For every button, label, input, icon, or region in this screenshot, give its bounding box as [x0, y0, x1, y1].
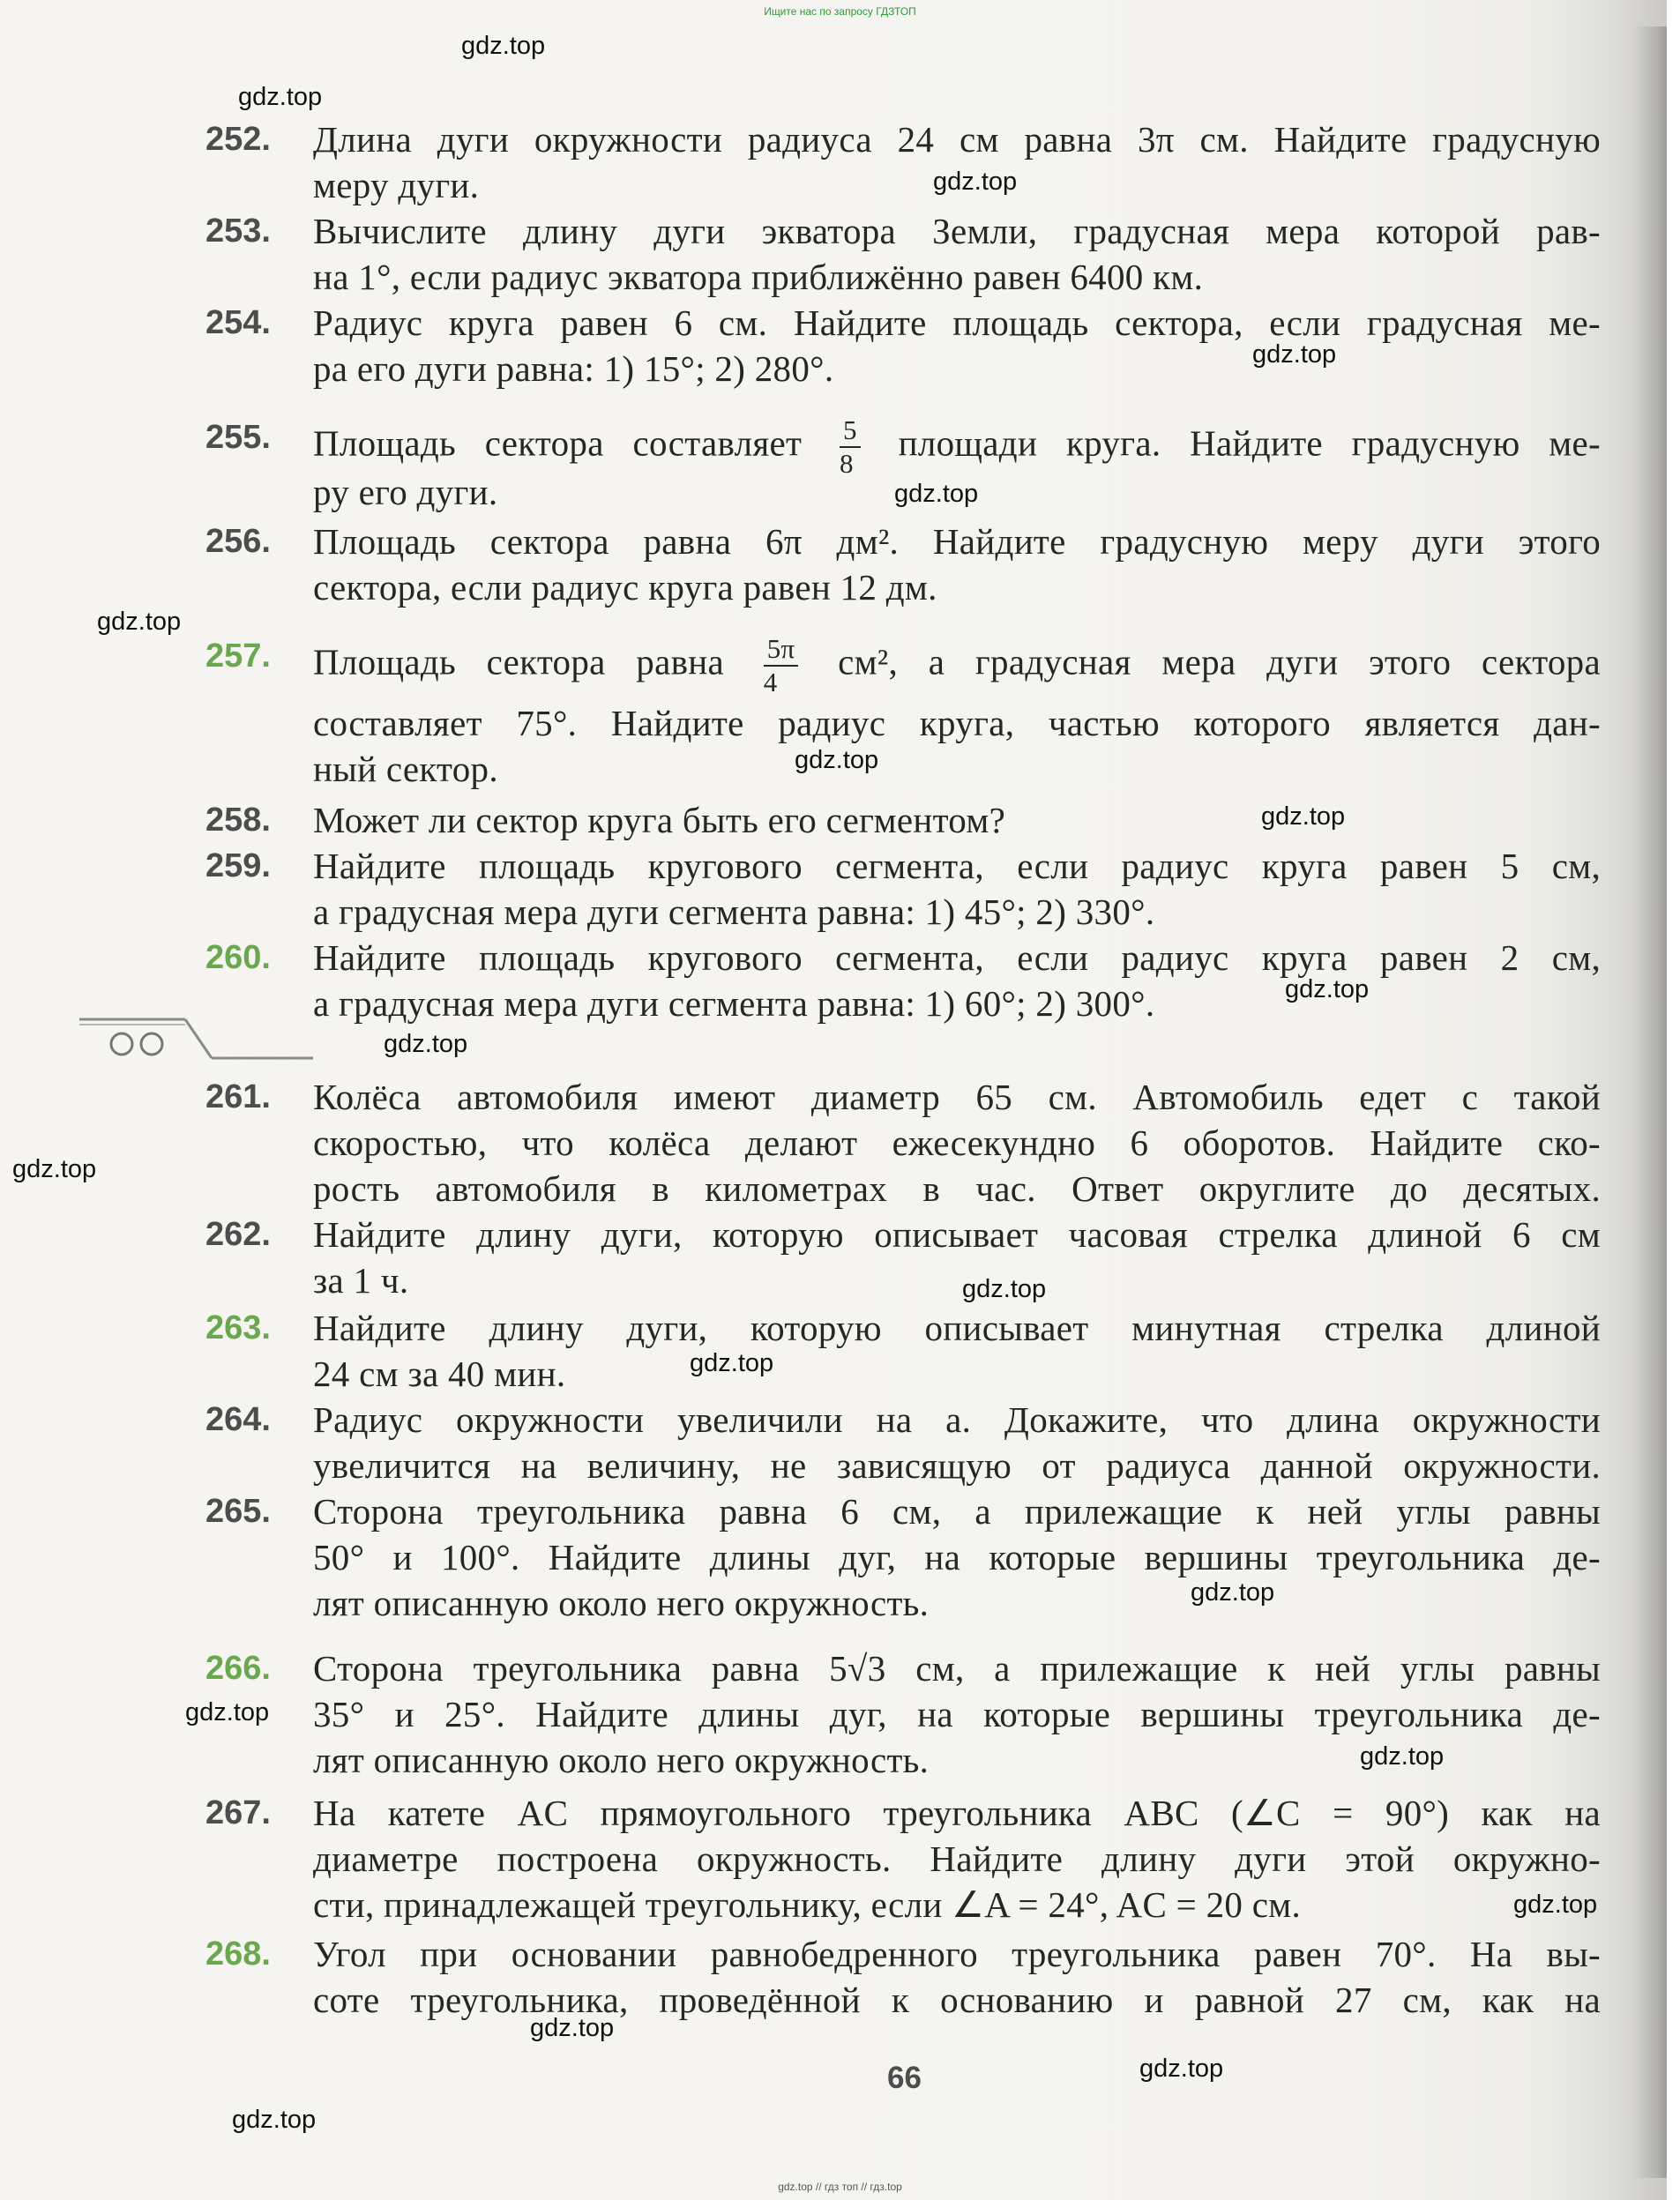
problem-text-line [313, 633, 1601, 698]
problem-text-line: На катете AC прямоугольного треугольника ABC (∠C = 90°) как на [313, 1793, 1601, 1833]
problem-number: 266. [205, 1650, 271, 1687]
problem-text-line: Найдите площадь кругового сегмента, если радиус круга равен 2 см, [313, 937, 1601, 978]
problem-number: 257. [205, 638, 271, 675]
problem-text-line: а градусная мера дуги сегмента равна: 1) 45°; 2) 330°. [313, 891, 1155, 932]
watermark: gdz.top [97, 608, 182, 636]
bottom-banner: gdz.top // гдз топ // гдз.top [778, 2181, 902, 2193]
problem-text-line: Радиус круга равен 6 см. Найдите площадь сектора, если градусная ме- [313, 302, 1601, 343]
problem-text-line: сектора, если радиус круга равен 12 дм. [313, 567, 937, 608]
problem-text-line: Радиус окружности увеличили на a. Докажите, что длина окружности [313, 1399, 1601, 1440]
watermark: gdz.top [1285, 975, 1370, 1003]
problem-text-line: ру его дуги. [313, 472, 498, 512]
problem-text-line: ра его дуги равна: 1) 15°; 2) 280°. [313, 348, 834, 389]
page-edge-shadow [1631, 26, 1667, 2178]
text-segment: Площадь сектора составляет [313, 422, 803, 464]
problem-number: 255. [205, 419, 271, 456]
watermark: gdz.top [461, 32, 546, 60]
page-number: 66 [887, 2061, 922, 2095]
problem-text-line: лят описанную около него окружность. [313, 1740, 930, 1780]
watermark: gdz.top [1252, 340, 1337, 369]
problem-text-line: 35° и 25°. Найдите длины дуг, на которые вершины треугольника де- [313, 1694, 1601, 1734]
fraction [764, 633, 799, 698]
top-banner: Ищите нас по запросу ГДЗТОП [764, 5, 916, 18]
watermark: gdz.top [232, 2106, 317, 2134]
problem-number: 263. [205, 1309, 271, 1346]
fraction-numerator: 5π [764, 633, 799, 667]
double-circle-section-marker-icon [79, 1012, 317, 1065]
problem-number: 254. [205, 304, 271, 341]
problem-number: 259. [205, 847, 271, 884]
watermark: gdz.top [1139, 2055, 1224, 2083]
text-segment: Площадь сектора равна [313, 641, 725, 682]
problem-text-line: рость автомобиля в километрах в час. Ответ округлите до десятых. [313, 1168, 1601, 1209]
watermark: gdz.top [962, 1275, 1047, 1303]
watermark: gdz.top [1513, 1891, 1598, 1919]
problem-text-line: Найдите длину дуги, которую описывает часовая стрелка длиной 6 см [313, 1214, 1601, 1255]
watermark: gdz.top [690, 1349, 774, 1377]
problem-number: 260. [205, 939, 271, 976]
problem-number: 256. [205, 523, 271, 560]
fraction-denominator: 4 [763, 667, 778, 697]
watermark: gdz.top [12, 1155, 97, 1183]
watermark: gdz.top [1360, 1742, 1445, 1771]
problem-text-line: на 1°, если радиус экватора приближённо равен 6400 км. [313, 257, 1204, 297]
watermark: gdz.top [1191, 1578, 1275, 1607]
problem-text-line: диаметре построена окружность. Найдите длину дуги этой окружно- [313, 1838, 1601, 1879]
watermark: gdz.top [238, 83, 323, 111]
problem-text-line: Вычислите длину дуги экватора Земли, градусная мера которой рав- [313, 211, 1601, 251]
problem-text-line: скоростью, что колёса делают ежесекундно 6 оборотов. Найдите ско- [313, 1122, 1601, 1163]
watermark: gdz.top [530, 2014, 615, 2042]
watermark: gdz.top [894, 480, 979, 508]
problem-number: 265. [205, 1493, 271, 1530]
problem-number: 258. [205, 802, 271, 839]
problem-text-line: Угол при основании равнобедренного треугольника равен 70°. На вы- [313, 1934, 1601, 1974]
problem-text-line: Площадь сектора равна 6π дм². Найдите градусную меру дуги этого [313, 521, 1601, 562]
problem-text-line: ный сектор. [313, 749, 498, 789]
problem-number: 267. [205, 1794, 271, 1831]
problem-text-line: Колёса автомобиля имеют диаметр 65 см. Автомобиль едет с такой [313, 1077, 1601, 1117]
problem-text-line: Сторона треугольника равна 6 см, а прилежащие к ней углы равны [313, 1491, 1601, 1532]
problem-text-line: меру дуги. [313, 165, 480, 205]
problem-number: 253. [205, 213, 271, 250]
watermark: gdz.top [1261, 802, 1346, 831]
problem-number: 261. [205, 1078, 271, 1115]
problem-text-line: соте треугольника, проведённой к основанию и равной 27 см, как на [313, 1980, 1601, 2020]
watermark: gdz.top [933, 168, 1018, 196]
text-segment: см², а градусная мера дуги этого сектора [838, 641, 1601, 682]
problem-text-line: увеличится на величину, не зависящую от радиуса данной окружности. [313, 1445, 1601, 1486]
problem-text-line: 50° и 100°. Найдите длины дуг, на которые вершины треугольника де- [313, 1537, 1601, 1577]
watermark: gdz.top [384, 1030, 468, 1058]
watermark: gdz.top [795, 746, 879, 774]
problem-number: 262. [205, 1216, 271, 1253]
problem-text-line: Может ли сектор круга быть его сегментом? [313, 800, 1006, 840]
problem-text-line: а градусная мера дуги сегмента равна: 1) 60°; 2) 300°. [313, 983, 1155, 1024]
problem-text-line: Сторона треугольника равна 5√3 см, а прилежащие к ней углы равны [313, 1648, 1601, 1689]
problem-number: 268. [205, 1935, 271, 1973]
problem-text-line: за 1 ч. [313, 1260, 409, 1301]
problem-text-line: сти, принадлежащей треугольнику, если ∠A = 24°, AC = 20 см. [313, 1884, 1302, 1925]
watermark: gdz.top [185, 1698, 270, 1726]
problem-number: 252. [205, 121, 271, 158]
problem-text-line: 24 см за 40 мин. [313, 1354, 566, 1394]
problem-text-line: лят описанную около него окружность. [313, 1583, 930, 1623]
fraction-denominator: 8 [840, 448, 854, 479]
problem-text-line: Найдите длину дуги, которую описывает минутная стрелка длиной [313, 1308, 1601, 1348]
problem-text-line: Длина дуги окружности радиуса 24 см равна 3π см. Найдите градусную [313, 119, 1601, 160]
problem-text-line: составляет 75°. Найдите радиус круга, частью которого является дан- [313, 703, 1601, 743]
text-segment: площади круга. Найдите градусную ме- [898, 422, 1601, 464]
problem-number: 264. [205, 1401, 271, 1438]
fraction-numerator: 5 [840, 414, 861, 448]
problem-text-line: Найдите площадь кругового сегмента, если радиус круга равен 5 см, [313, 846, 1601, 886]
